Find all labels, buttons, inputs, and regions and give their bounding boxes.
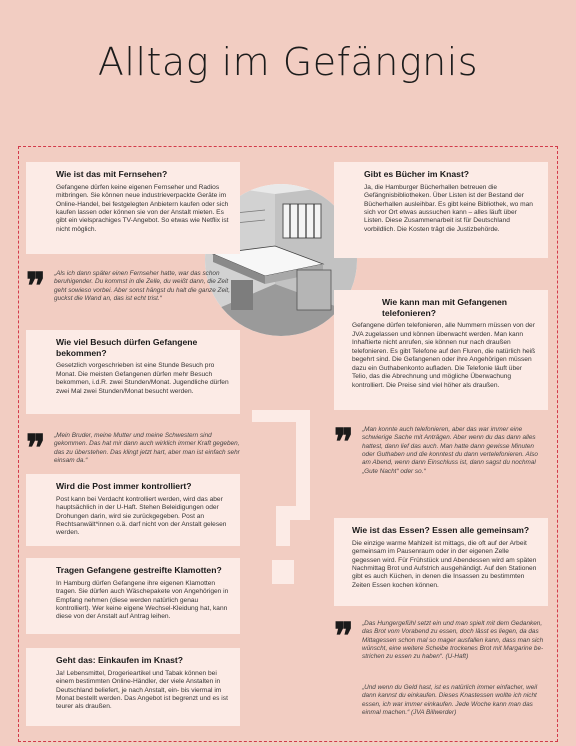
card-heading: Wird die Post immer kontrolliert?	[56, 481, 192, 491]
card-body: Ja, die Hamburger Bücherhallen betreuen die Gefängnisbibliotheken. Über Listen ist der Bestand der Bücherhallen ausleihbar. Es gibt keine Bibliothek, wo man sich vor Ort etwas aussuchen kann – alles läuft über Listen. Diese Zusammenarbeit ist für Deutschland vorbildlich. Die Kosten trägt die Justizbehörde.	[364, 183, 533, 233]
card-heading: Wie ist das mit Fernsehen?	[56, 169, 168, 179]
card-clothes	[26, 558, 240, 634]
card-body: Ja! Lebensmittel, Drogerieartikel und Tabak können bei einem bestimmten Online-Händler, der viele Anstalten in Deutschland beliefert, je nach Anstalt, ein- bis viermal im Monat bestellt werden. Das Angebot ist begrenzt und es ist teurer als draußen.	[56, 669, 228, 711]
card-heading: Wie kann man mit Gefangenen telefonieren?	[382, 297, 508, 318]
card-body: Post kann bei Verdacht kontrolliert werden, wird das aber hauptsächlich in der U-Haft. Stehen Beleidigungen oder Drohungen darin, wird sie zurückgegeben. Post an Rechtsanwält*innen o.ä. darf nicht von der Anstalt gelesen werden.	[56, 495, 227, 537]
card-body: Gefangene dürfen keine eigenen Fernseher und Radios mitbringen. Sie können neue industrieverpackte Geräte im Online-Handel, bei festgelegten Anbietern kaufen oder sich kaufen lassen oder können sie von der Anstalt mieten. Es gibt ein vielsprachiges TV-Angebot. So etwas wie Netflix ist nicht möglich.	[56, 183, 229, 233]
quote-mark-icon: ❞	[334, 615, 354, 657]
page-title: Alltag im Gefängnis	[97, 40, 479, 84]
card-phone	[334, 290, 548, 410]
card-shopping	[26, 648, 240, 726]
quote-mark-icon: ❞	[26, 427, 46, 469]
quote-text: „Man konnte auch telefonieren, aber das war immer eine schwierige Sache mit Anträgen. Aber wenn du das dann alles hattest, dann lief das auch. Man hatte dann gewisse Minuten oder Guthaben und die konntest du dann vertelefonieren. Also am Abend, wenn dann Einschluss ist, dann sagst du nochmal „Gute Nacht“ oder so.“	[362, 426, 538, 475]
card-heading: Wie ist das Essen? Essen alle gemeinsam?	[352, 525, 530, 535]
quote-mark-icon: ❞	[26, 265, 46, 307]
card-books	[334, 162, 548, 258]
quote-text: „Und wenn du Geld hast, ist es natürlich immer einfacher, weil dann kannst du einkaufen. Dieses Knastessen wollte ich nicht essen, ich war immer einkaufen. Jede Woche kann man das einmal machen.“ (JVA Billwerder)	[362, 684, 538, 716]
card-body: In Hamburg dürfen Gefangene ihre eigenen Klamotten tragen. Sie dürfen auch Wäschepakete von Angehörigen in Empfang nehmen (diese werden natürlich genau kontrolliert). Wer keine eigene Wechsel-Kleidung hat, kann diese von der Anstalt auf Antrag leihen.	[56, 579, 229, 621]
card-body: Gesetzlich vorgeschrieben ist eine Stunde Besuch pro Monat. Die meisten Gefangenen dürfen mehr Besuch bekommen, i.d.R. zwei Stunden/Monat. Jugendliche dürfen zwei Mal zwei Stunden/Monat besucht werden.	[56, 362, 229, 395]
quote-mark-icon: ❞	[334, 421, 354, 463]
card-heading: Wie viel Besuch dürfen Gefangene bekommen?	[56, 337, 198, 358]
quote-hunger	[334, 615, 548, 672]
quote-phone	[334, 421, 548, 490]
card-mail	[26, 474, 240, 546]
card-heading: Geht das: Einkaufen im Knast?	[56, 655, 184, 665]
quote-money	[334, 682, 548, 726]
quote-text: „Mein Bruder, meine Mutter und meine Schwestern sind gekommen. Das hat mir dann auch wirklich immer Kraft gegeben, das zu überstehen. Das klingt jetzt hart, aber man ist einfach sehr einsam da.“	[54, 432, 240, 464]
card-body: Die einzige warme Mahlzeit ist mittags, die oft auf der Arbeit gemeinsam im Pausenraum oder in der eigenen Zelle gegessen wird. Für Frühstück und Abendessen wird am späten Nachmittag Brot und Aufstrich ausgehändigt. Auf den Stationen gibt es auch Küchen, in denen die Insassen zu bestimmten Zeiten Essen kochen können.	[352, 539, 537, 589]
card-food	[334, 518, 548, 606]
quote-tv	[26, 265, 240, 322]
card-visits	[26, 330, 240, 414]
card-heading: Tragen Gefangene gestreifte Klamotten?	[56, 565, 222, 575]
card-body: Gefangene dürfen telefonieren, alle Nummern müssen von der JVA zugelassen und können überwacht werden. Man kann Inhaftierte nicht anrufen, sie können nur nach draußen telefonieren. Es gibt Telefone auf den Fluren, die natürlich heiß begehrt sind. Die Gefangenen oder ihre Angehörigen müssen dazu ein Guthabenkonto aufladen. Die Telefonie läuft über Telio, das die Abrechnung und mögliche Überwachung kontrolliert. Die Preise sind viel höher als draußen.	[352, 322, 536, 389]
card-tv	[26, 162, 240, 254]
question-mark-dot	[272, 560, 294, 584]
quote-text: „Das Hungergefühl setzt ein und man spielt mit dem Gedanken, das Brot vom Vorabend zu essen, doch lässt es liegen, da das Mittagessen schon mal so mager ausfallen kann, dass man sich wünscht, eine weitere Scheibe trockenes Brot mit Margarine bestrichen zu essen zu haben“. (U-Haft)	[362, 620, 544, 661]
question-mark-shape-part	[296, 410, 310, 518]
quote-text: „Als ich dann später einen Fernseher hatte, war das schon beruhigender. Du kommst in die Zelle, du weißt dann, die Zeit geht sowieso vorbei. Aber sonst hängst du halt die ganze Zeit, guckst die Wand an, das ist echt trist.“	[54, 270, 230, 302]
quote-family	[26, 427, 240, 470]
card-heading: Gibt es Bücher im Knast?	[364, 169, 470, 179]
question-mark-shape-part	[276, 506, 290, 546]
